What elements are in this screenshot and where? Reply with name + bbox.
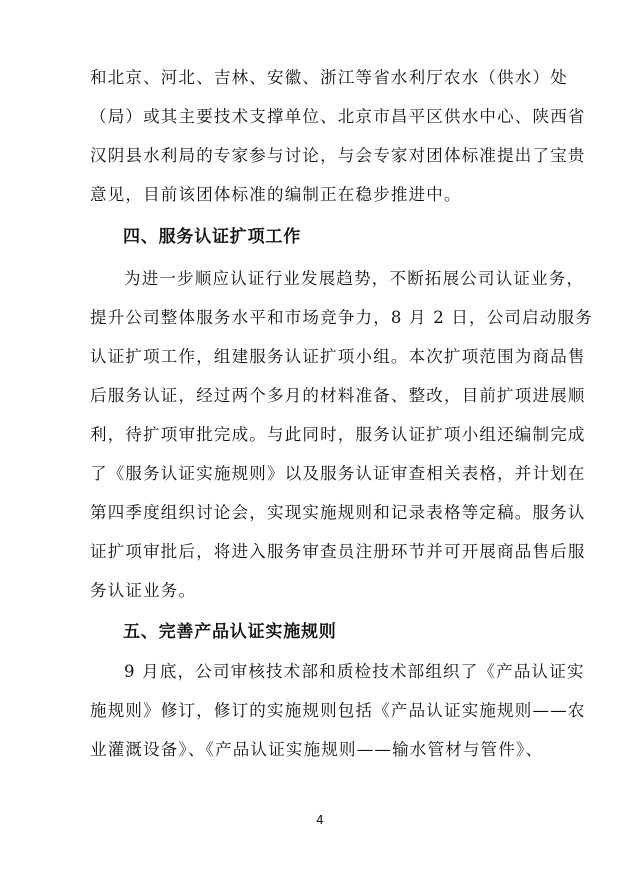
paragraph-line: 汉阴县水利局的专家参与讨论，与会专家对团体标准提出了宝贵 (90, 146, 586, 165)
paragraph-line: 了《服务认证实施规则》以及服务认证审查相关表格，并计划在 (90, 464, 586, 483)
paragraph-line: 后服务认证，经过两个多月的材料准备、整改，目前扩项进展顺 (90, 386, 586, 405)
paragraph-line: 施规则》修订，修订的实施规则包括《产品认证实施规则——农 (90, 701, 586, 720)
section-heading-product-certification-rules: 五、完善产品认证实施规则 (123, 622, 337, 642)
paragraph-line: 务认证业务。 (90, 581, 197, 600)
paragraph-line: 利，待扩项审批完成。与此同时，服务认证扩项小组还编制完成 (90, 425, 586, 444)
paragraph-line: 认证扩项工作，组建服务认证扩项小组。本次扩项范围为商品售 (90, 347, 586, 366)
section-heading-service-certification: 四、服务认证扩项工作 (123, 227, 301, 247)
paragraph-line: 9 月底，公司审核技术部和质检技术部组织了《产品认证实 (124, 662, 585, 681)
paragraph-line: 和北京、河北、吉林、安徽、浙江等省水利厅农水（供水）处 (90, 68, 568, 87)
paragraph-line: 提升公司整体服务水平和市场竞争力，8 月 2 日，公司启动服务 (90, 308, 593, 327)
paragraph-line: 为进一步顺应认证行业发展趋势，不断拓展公司认证业务， (124, 269, 585, 288)
paragraph-line: 业灌溉设备》、《产品认证实施规则——输水管材与管件》、 (90, 740, 544, 759)
paragraph-line: 第四季度组织讨论会，实现实施规则和记录表格等定稿。服务认 (90, 503, 586, 522)
paragraph-line: 证扩项审批后，将进入服务审查员注册环节并可开展商品售后服 (90, 542, 586, 561)
paragraph-line: （局）或其主要技术支撑单位、北京市昌平区供水中心、陕西省 (90, 107, 586, 126)
page-number: 4 (316, 813, 324, 827)
paragraph-line: 意见，目前该团体标准的编制正在稳步推进中。 (90, 185, 462, 204)
